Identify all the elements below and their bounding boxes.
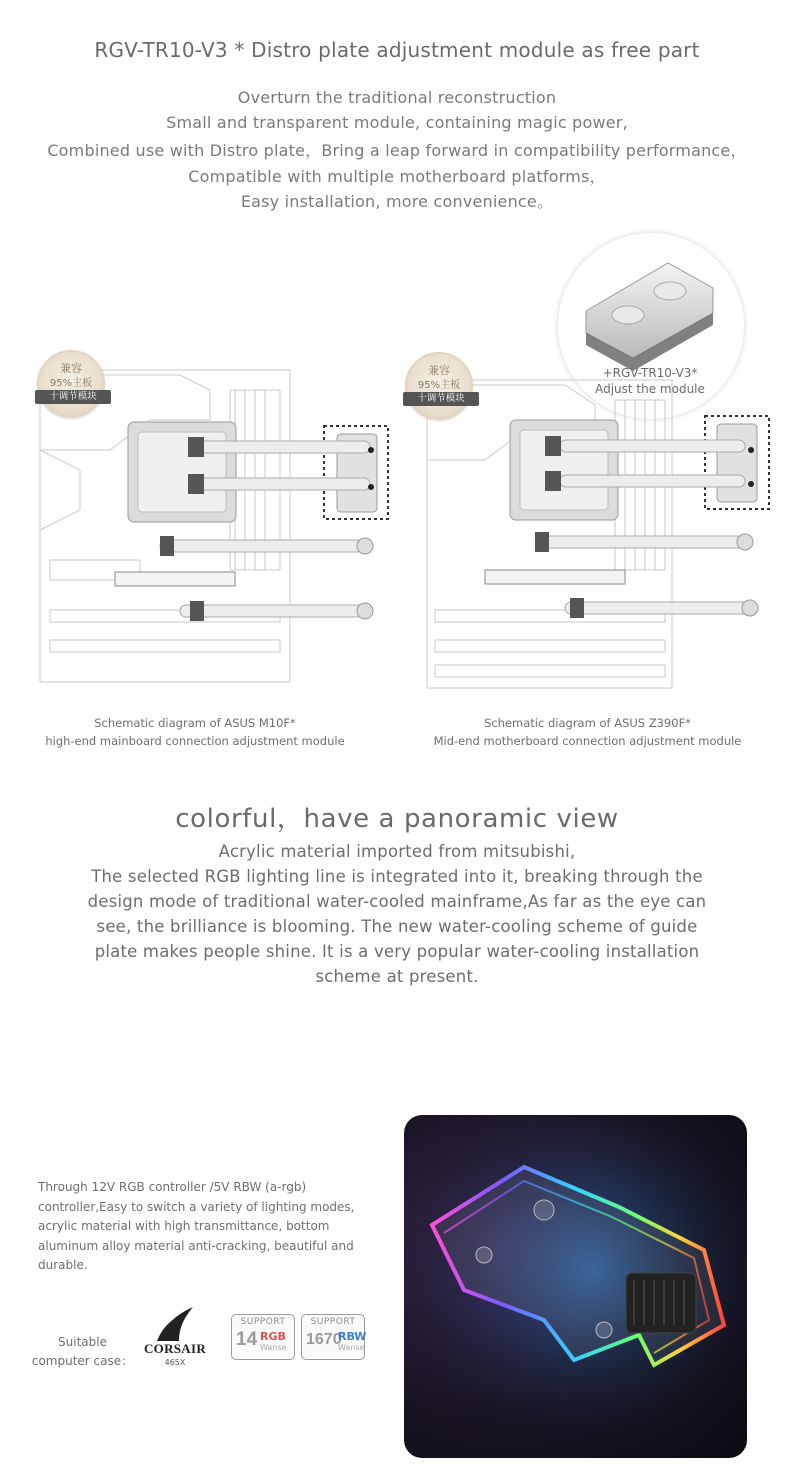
- para-line: plate makes people shine. It is a very popular water-cooling installation: [94, 942, 700, 961]
- para-line: Acrylic material imported from mitsubishi,: [218, 842, 576, 861]
- badge-line: 95%主板: [417, 380, 461, 391]
- para-line: see, the brilliance is blooming. The new water-cooling scheme of guide: [96, 917, 698, 936]
- support-mark: [260, 1330, 286, 1343]
- badge-line: 兼容: [428, 364, 450, 377]
- support-rgb-badge: [231, 1314, 295, 1360]
- module-label: Adjust the module: [595, 382, 705, 396]
- caption-line: Schematic diagram of ASUS M10F*: [94, 716, 296, 730]
- para-line: design mode of traditional water-cooled mainframe,As far as the eye can: [87, 892, 707, 911]
- corsair-model: 465X: [164, 1358, 186, 1367]
- support-rbw-badge: [301, 1314, 365, 1360]
- lighting-description: Through 12V RGB controller /5V RBW (a-rgb) controller,Easy to switch a variety of lighting modes, acrylic material with high transmittance, bottom aluminum alloy material anti-cracking, beautiful and durable.: [38, 1180, 355, 1272]
- intro-line: Compatible with multiple motherboard platforms，: [188, 167, 606, 186]
- module-label: +RGV-TR10-V3*: [602, 366, 698, 380]
- distro-plate-image: [404, 1115, 747, 1458]
- suitable-line: computer case：: [31, 1354, 134, 1368]
- para-line: scheme at present.: [315, 967, 479, 986]
- support-mark: RBW: [338, 1330, 367, 1343]
- support-number: 14: [236, 1329, 258, 1350]
- intro-line: Easy installation, more convenience。: [240, 192, 554, 211]
- corsair-sails-logo: [155, 1305, 195, 1343]
- distro-plate-photo: [404, 1115, 747, 1458]
- caption-line: high-end mainboard connection adjustment module: [45, 734, 345, 748]
- intro-line: Overturn the traditional reconstruction: [237, 88, 557, 107]
- support-label: SUPPORT: [310, 1317, 356, 1327]
- left-caption: [20, 714, 370, 750]
- page-title: RGV-TR10-V3 * Distro plate adjustment module as free part: [94, 38, 700, 62]
- badge-line: 十调节模块: [35, 390, 111, 404]
- support-sub: Wanse: [338, 1343, 365, 1352]
- suitable-line: Suitable: [58, 1335, 107, 1349]
- compat-badge: [37, 350, 105, 418]
- support-label: SUPPORT: [240, 1317, 286, 1327]
- caption-line: Mid-end motherboard connection adjustment module: [433, 734, 742, 748]
- para-line: The selected RGB lighting line is integrated into it, breaking through the: [91, 867, 703, 886]
- suitable-case-label: [25, 1333, 140, 1371]
- rgb-mark: RGB: [260, 1330, 286, 1343]
- badge-line: 兼容: [60, 362, 82, 375]
- intro-line: Combined use with Distro plate，Bring a leap forward in compatibility performance，: [47, 141, 747, 160]
- badge-line: 95%主板: [49, 378, 93, 389]
- asus-z390f-diagram: [415, 370, 775, 690]
- compat-badge: [405, 352, 473, 420]
- section-title: colorful，have a panoramic view: [175, 804, 619, 834]
- support-sub: Wanse: [260, 1343, 287, 1352]
- corsair-brand: CORSAIR: [143, 1341, 207, 1356]
- badge-line: 十调节模块: [403, 392, 479, 406]
- caption-line: Schematic diagram of ASUS Z390F*: [484, 716, 691, 730]
- right-caption: [420, 714, 755, 750]
- intro-line: Small and transparent module, containing magic power,: [166, 113, 628, 132]
- support-number: 1670: [306, 1331, 342, 1348]
